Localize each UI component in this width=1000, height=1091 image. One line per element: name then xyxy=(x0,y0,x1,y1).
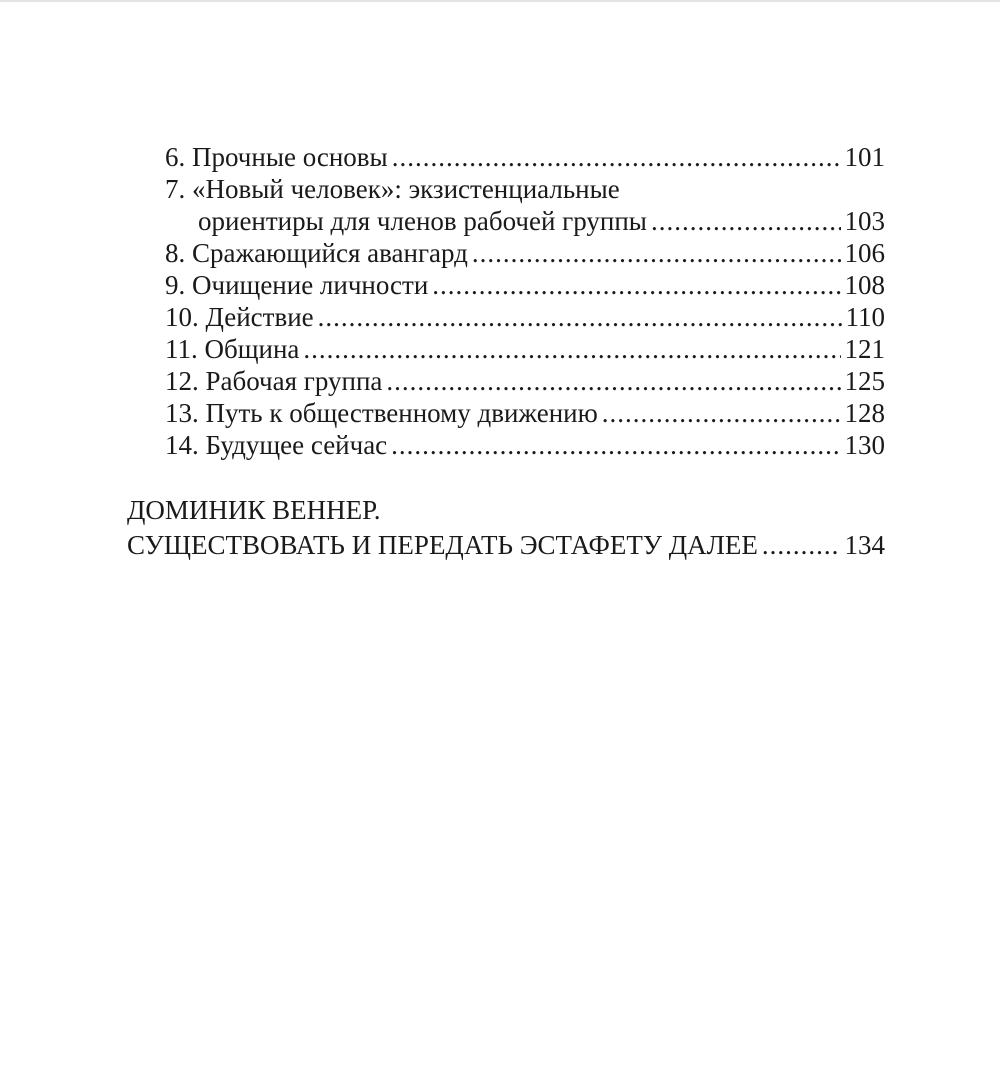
dot-leader xyxy=(318,301,842,333)
toc-entry-page: 125 xyxy=(844,366,885,396)
dot-leader xyxy=(432,269,840,301)
dot-leader xyxy=(391,429,840,461)
toc-entry[interactable] xyxy=(165,301,885,333)
toc-entry-page: 108 xyxy=(844,270,885,300)
toc-entry[interactable] xyxy=(165,397,885,429)
toc-entry-page: 110 xyxy=(845,302,885,332)
toc-entry-title: 9. Очищение личности xyxy=(165,270,429,300)
toc-entry-page: 130 xyxy=(844,430,885,460)
afterword-author: ДОМИНИК ВЕННЕР. xyxy=(127,495,381,525)
toc-entry-page: 103 xyxy=(844,206,885,236)
toc-entry-title: 11. Община xyxy=(165,334,300,364)
dot-leader xyxy=(392,141,841,173)
toc-entry-page: 106 xyxy=(844,238,885,268)
toc-entry[interactable] xyxy=(165,269,885,301)
dot-leader xyxy=(602,397,841,429)
toc-entry[interactable] xyxy=(165,173,885,237)
toc-entry-page: 121 xyxy=(844,334,885,364)
dot-leader xyxy=(472,237,841,269)
toc-entry[interactable] xyxy=(165,429,885,461)
toc-entry-title: 13. Путь к общественному движению xyxy=(165,398,598,428)
toc-entry-page: 128 xyxy=(844,398,885,428)
dot-leader xyxy=(762,528,841,563)
toc-entry-page: 101 xyxy=(844,142,885,172)
toc-entry-title: 7. «Новый человек»: экзистенциальные xyxy=(165,174,620,204)
dot-leader xyxy=(386,365,840,397)
dot-leader xyxy=(651,205,841,237)
afterword-page: 134 xyxy=(844,530,885,560)
toc-entry-title: 12. Рабочая группа xyxy=(165,366,383,396)
afterword-title: СУЩЕСТВОВАТЬ И ПЕРЕДАТЬ ЭСТАФЕТУ ДАЛЕЕ xyxy=(127,530,758,560)
toc-entry-title: 10. Действие xyxy=(165,302,314,332)
toc-entry[interactable] xyxy=(165,333,885,365)
toc-afterword-entry[interactable] xyxy=(127,493,885,563)
table-of-contents xyxy=(165,141,885,461)
toc-entry[interactable] xyxy=(165,365,885,397)
dot-leader xyxy=(303,333,840,365)
toc-entry-title: 14. Будущее сейчас xyxy=(165,430,388,460)
toc-entry-title-continued: ориентиры для членов рабочей группы xyxy=(198,206,647,236)
toc-entry[interactable] xyxy=(165,141,885,173)
toc-entry-title: 8. Сражающийся авангард xyxy=(165,238,468,268)
toc-entry[interactable] xyxy=(165,237,885,269)
toc-entry-title: 6. Прочные основы xyxy=(165,142,388,172)
